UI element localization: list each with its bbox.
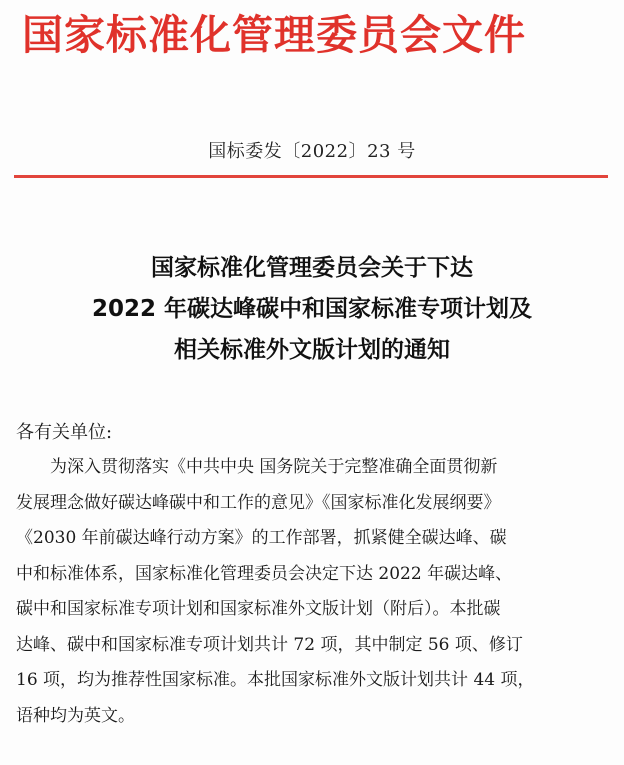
title-line-3: 相关标准外文版计划的通知 xyxy=(174,337,450,363)
issuer-header: 国家标准化管理委员会文件 xyxy=(22,11,526,59)
body-line-1: 为深入贯彻落实《中共中央 国务院关于完整准确全面贯彻新 xyxy=(50,457,498,477)
body-line-3: 《2030 年前碳达峰行动方案》的工作部署，抓紧健全碳达峰、碳 xyxy=(16,528,507,548)
body-line-6: 达峰、碳中和国家标准专项计划共计 72 项，其中制定 56 项、修订 xyxy=(16,634,523,655)
body-line-7: 16 项，均为推荐性国家标准。本批国家标准外文版计划共计 44 项， xyxy=(16,670,535,690)
notice-title xyxy=(0,248,624,371)
red-divider-line xyxy=(14,175,608,178)
body-paragraph xyxy=(16,450,612,734)
body-line-2: 发展理念做好碳达峰碳中和工作的意见》《国家标准化发展纲要》 xyxy=(16,492,501,513)
body-line-8: 语种均为英文。 xyxy=(16,705,135,726)
body-line-4: 中和标准体系，国家标准化管理委员会决定下达 2022 年碳达峰、 xyxy=(16,563,513,584)
body-line-5: 碳中和国家标准专项计划和国家标准外文版计划（附后）。本批碳 xyxy=(16,599,501,619)
salutation: 各有关单位: xyxy=(16,422,113,443)
title-line-2: 2022 年碳达峰碳中和国家标准专项计划及 xyxy=(91,296,533,322)
document-number: 国标委发〔2022〕23 号 xyxy=(208,141,416,162)
title-line-1: 国家标准化管理委员会关于下达 xyxy=(151,255,473,281)
